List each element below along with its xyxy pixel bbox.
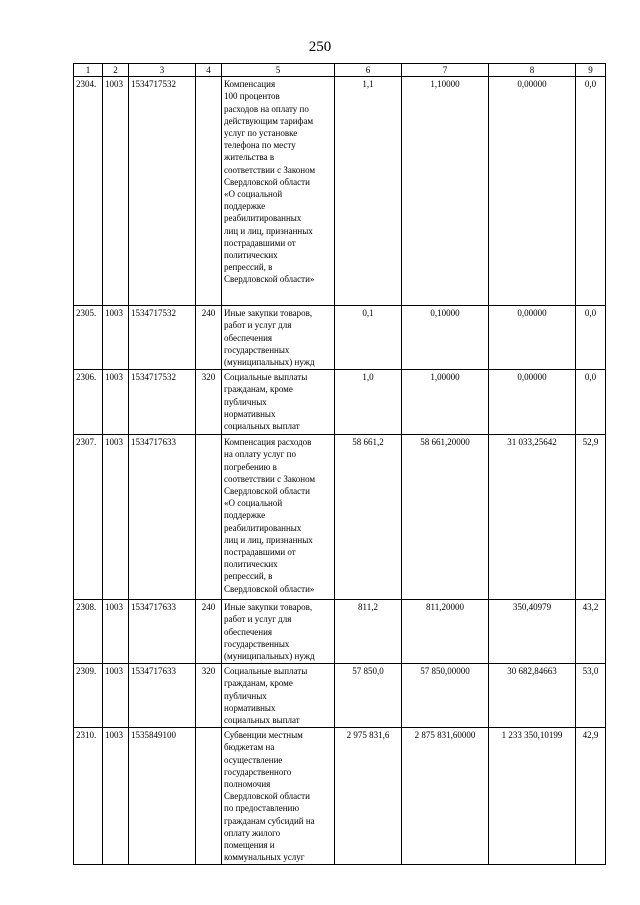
row-number: 2308.: [74, 600, 103, 664]
section-code: 1003: [103, 77, 129, 306]
item-name: Иные закупки товаров, работ и услуг для обеспечения государственных (муниципальных) нужд: [222, 306, 335, 370]
row-number: 2310.: [74, 728, 103, 865]
value-col-9: 43,2: [576, 600, 606, 664]
value-col-8: 0,00000: [489, 77, 576, 306]
value-col-9: 53,0: [576, 664, 606, 728]
page-number: 250: [308, 39, 332, 55]
expense-type-code: 320: [196, 664, 222, 728]
value-col-6: 1,0: [335, 370, 402, 435]
target-article-code: 1534717532: [129, 77, 196, 306]
value-col-8: 0,00000: [489, 306, 576, 370]
header-row: [74, 64, 606, 77]
expense-type-code: 320: [196, 370, 222, 435]
header-col-1: 1: [74, 64, 103, 77]
value-col-6: 2 975 831,6: [335, 728, 402, 865]
row-number: 2307.: [74, 435, 103, 600]
target-article-code: 1534717532: [129, 370, 196, 435]
value-col-6: 1,1: [335, 77, 402, 306]
item-name: Компенсация 100 процентов расходов на оплату по действующим тарифам услуг по установке телефона по месту жительства в соответствии с Законом Свердловской области «О социальной поддержке реабилитированных лиц и лиц, признанных пострадавшими от политических репрессий, в Свердловской области»: [222, 77, 335, 306]
section-code: 1003: [103, 728, 129, 865]
value-col-7: 811,20000: [402, 600, 489, 664]
expense-type-code: [196, 435, 222, 600]
value-col-7: 58 661,20000: [402, 435, 489, 600]
target-article-code: 1534717633: [129, 664, 196, 728]
header-col-8: 8: [489, 64, 576, 77]
row-number: 2309.: [74, 664, 103, 728]
target-article-code: 1535849100: [129, 728, 196, 865]
row-number: 2304.: [74, 77, 103, 306]
item-name: Социальные выплаты гражданам, кроме публичных нормативных социальных выплат: [222, 370, 335, 435]
section-code: 1003: [103, 306, 129, 370]
header-col-2: 2: [103, 64, 129, 77]
section-code: 1003: [103, 435, 129, 600]
value-col-9: 0,0: [576, 370, 606, 435]
value-col-9: 42,9: [576, 728, 606, 865]
header-col-7: 7: [402, 64, 489, 77]
value-col-7: 0,10000: [402, 306, 489, 370]
value-col-8: 31 033,25642: [489, 435, 576, 600]
expense-type-code: [196, 728, 222, 865]
table-row: [74, 664, 606, 728]
target-article-code: 1534717633: [129, 600, 196, 664]
expense-type-code: [196, 77, 222, 306]
value-col-9: 52,9: [576, 435, 606, 600]
header-col-6: 6: [335, 64, 402, 77]
value-col-8: 1 233 350,10199: [489, 728, 576, 865]
value-col-6: 811,2: [335, 600, 402, 664]
value-col-7: 1,00000: [402, 370, 489, 435]
item-name: Иные закупки товаров, работ и услуг для обеспечения государственных (муниципальных) нужд: [222, 600, 335, 664]
item-name: Субвенции местным бюджетам на осуществление государственного полномочия Свердловской области по предоставлению гражданам субсидий на оплату жилого помещения и коммунальных услуг: [222, 728, 335, 865]
table-row: [74, 435, 606, 600]
value-col-8: 0,00000: [489, 370, 576, 435]
item-name: Социальные выплаты гражданам, кроме публичных нормативных социальных выплат: [222, 664, 335, 728]
table-row: [74, 306, 606, 370]
section-code: 1003: [103, 664, 129, 728]
value-col-8: 350,40979: [489, 600, 576, 664]
value-col-7: 57 850,00000: [402, 664, 489, 728]
table-row: [74, 728, 606, 865]
value-col-6: 58 661,2: [335, 435, 402, 600]
section-code: 1003: [103, 600, 129, 664]
value-col-9: 0,0: [576, 306, 606, 370]
table-row: [74, 77, 606, 306]
item-name: Компенсация расходов на оплату услуг по погребению в соответствии с Законом Свердловской области «О социальной поддержке реабилитированных лиц и лиц, признанных пострадавшими от политических репрессий, в Свердловской области»: [222, 435, 335, 600]
table-row: [74, 600, 606, 664]
table-row: [74, 370, 606, 435]
header-col-9: 9: [576, 64, 606, 77]
row-number: 2305.: [74, 306, 103, 370]
target-article-code: 1534717532: [129, 306, 196, 370]
header-col-5: 5: [222, 64, 335, 77]
value-col-6: 57 850,0: [335, 664, 402, 728]
value-col-9: 0,0: [576, 77, 606, 306]
value-col-6: 0,1: [335, 306, 402, 370]
budget-table: [73, 63, 606, 865]
header-col-3: 3: [129, 64, 196, 77]
value-col-7: 1,10000: [402, 77, 489, 306]
target-article-code: 1534717633: [129, 435, 196, 600]
expense-type-code: 240: [196, 600, 222, 664]
value-col-8: 30 682,84663: [489, 664, 576, 728]
header-col-4: 4: [196, 64, 222, 77]
value-col-7: 2 875 831,60000: [402, 728, 489, 865]
expense-type-code: 240: [196, 306, 222, 370]
section-code: 1003: [103, 370, 129, 435]
row-number: 2306.: [74, 370, 103, 435]
